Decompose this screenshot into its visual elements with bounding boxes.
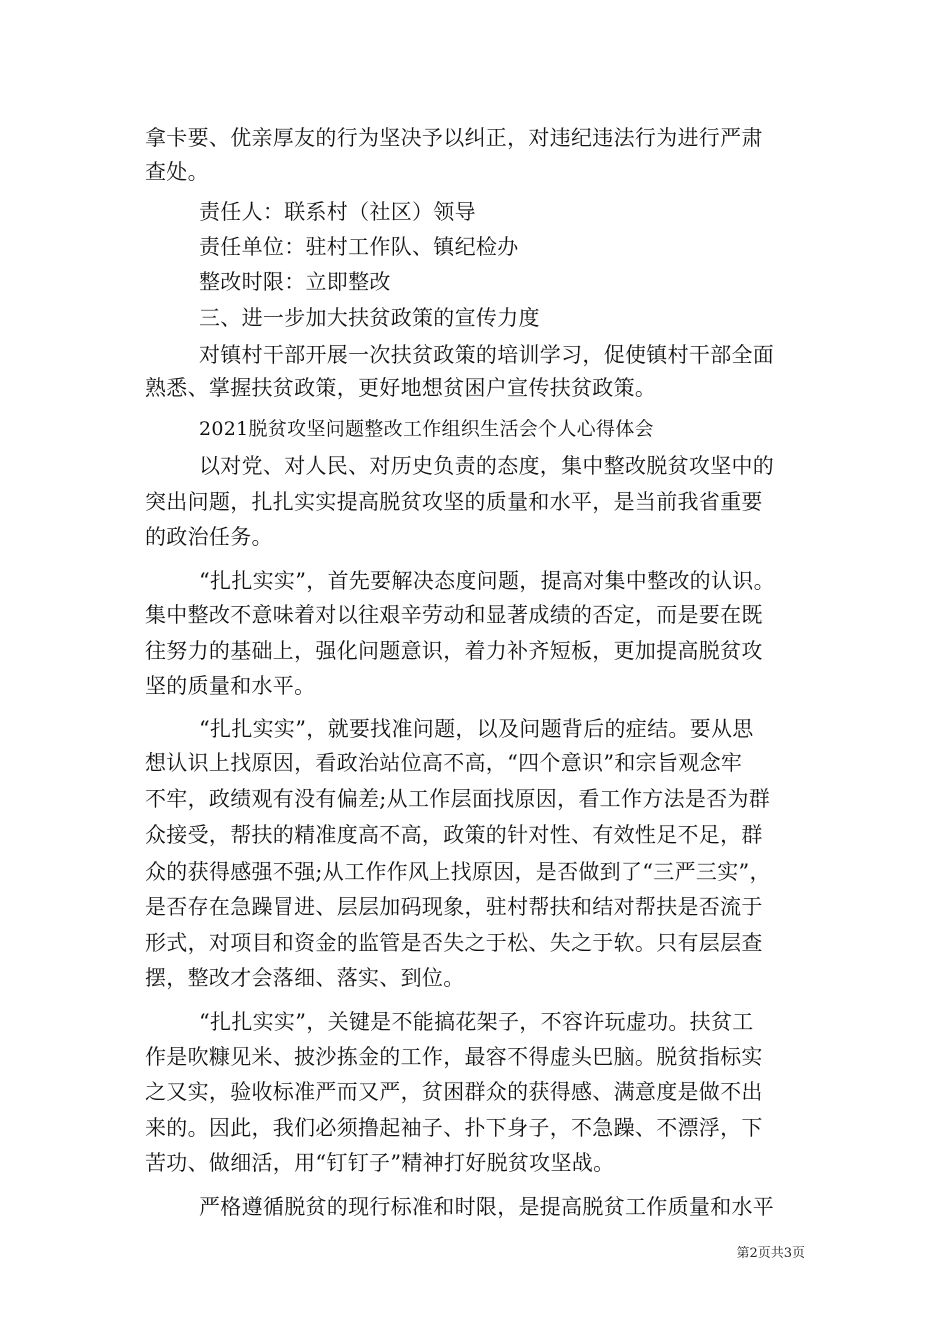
text-line: 集中整改不意味着对以往艰辛劳动和显著成绩的否定，而是要在既 (145, 603, 763, 627)
text-line: 的政治任务。 (145, 525, 273, 549)
text-line: 突出问题，扎扎实实提高脱贫攻坚的质量和水平，是当前我省重要 (145, 490, 763, 514)
text-line: 摆，整改才会落细、落实、到位。 (145, 966, 465, 990)
page-number: 第2页共3页 (736, 1246, 805, 1261)
section-heading: 三、进一步加大扶贫政策的宣传力度 (199, 306, 540, 330)
text-line: 查处。 (145, 160, 209, 184)
text-line: 责任人：联系村（社区）领导 (199, 200, 476, 224)
text-line: 严格遵循脱贫的现行标准和时限，是提高脱贫工作质量和水平 (199, 1195, 775, 1219)
text-line: 坚的质量和水平。 (145, 674, 316, 698)
text-line: “扎扎实实”，首先要解决态度问题，提高对集中整改的认识。 (199, 569, 775, 593)
text-line: “扎扎实实”，就要找准问题，以及问题背后的症结。要从思 (199, 717, 754, 741)
text-line: 拿卡要、优亲厚友的行为坚决予以纠正，对违纪违法行为进行严肃 (145, 126, 763, 150)
article-title: 2021脱贫攻坚问题整改工作组织生活会个人心得体会 (199, 418, 654, 440)
text-line: 是否存在急躁冒进、层层加码现象，驻村帮扶和结对帮扶是否流于 (145, 895, 763, 919)
text-line: 不牢，政绩观有没有偏差;从工作层面找原因，看工作方法是否为群 (145, 787, 771, 811)
text-line: 之又实，验收标准严而又严，贫困群众的获得感、满意度是做不出 (145, 1080, 763, 1104)
text-line: 对镇村干部开展一次扶贫政策的培训学习，促使镇村干部全面 (199, 343, 775, 367)
text-line: 想认识上找原因，看政治站位高不高，“四个意识”和宗旨观念牢 (145, 751, 743, 775)
text-line: 责任单位：驻村工作队、镇纪检办 (199, 235, 519, 259)
text-line: “扎扎实实”，关键是不能搞花架子，不容许玩虚功。扶贫工 (199, 1010, 754, 1034)
text-line: 来的。因此，我们必须撸起袖子、扑下身子，不急躁、不漂浮，下 (145, 1116, 763, 1140)
text-line: 众接受，帮扶的精准度高不高，政策的针对性、有效性足不足，群 (145, 823, 763, 847)
text-line: 形式，对项目和资金的监管是否失之于松、失之于软。只有层层查 (145, 931, 763, 955)
text-line: 往努力的基础上，强化问题意识，着力补齐短板，更加提高脱贫攻 (145, 639, 763, 663)
text-line: 众的获得感强不强;从工作作风上找原因，是否做到了“三严三实”， (145, 860, 771, 884)
text-line: 整改时限：立即整改 (199, 270, 391, 294)
text-line: 熟悉、掌握扶贫政策，更好地想贫困户宣传扶贫政策。 (145, 376, 657, 400)
text-line: 以对党、对人民、对历史负责的态度，集中整改脱贫攻坚中的 (199, 454, 775, 478)
text-line: 苦功、做细活，用“钉钉子”精神打好脱贫攻坚战。 (145, 1151, 615, 1175)
text-line: 作是吹糠见米、披沙拣金的工作，最容不得虚头巴脑。脱贫指标实 (145, 1045, 763, 1069)
